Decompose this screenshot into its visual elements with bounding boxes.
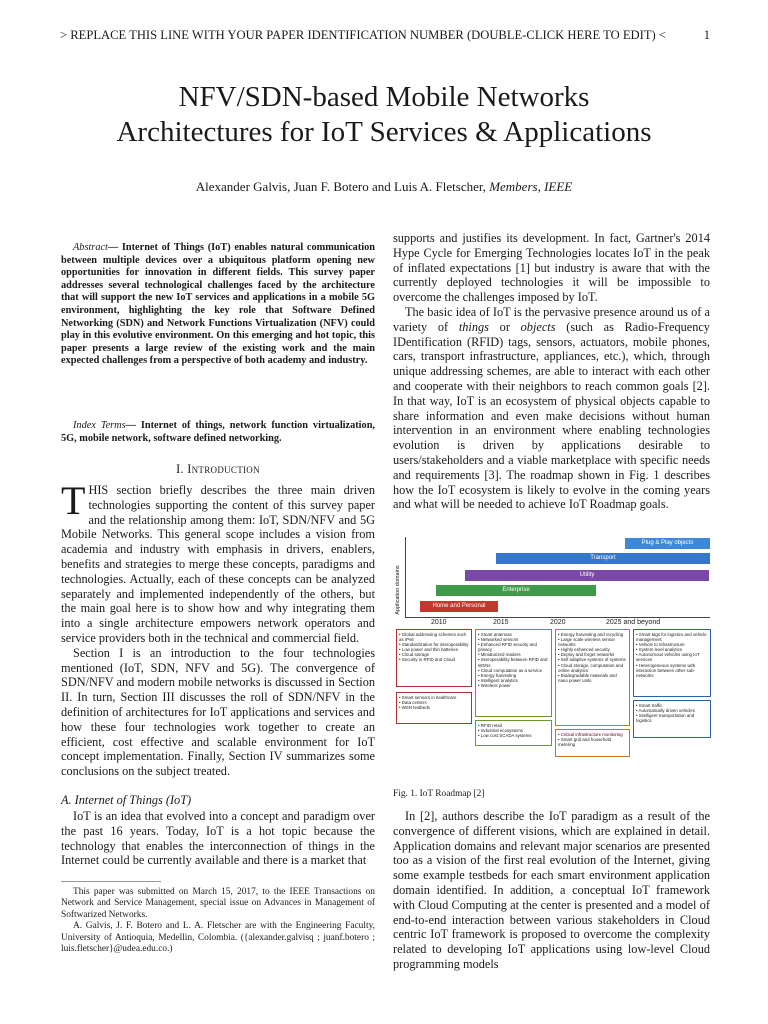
roadmap-item: • Energy harvesting [478, 673, 549, 678]
year-label-2025: 2025 and beyond [606, 619, 661, 626]
roadmap-item: • Enhanced RFID security and privacy [478, 642, 549, 652]
bar-plug-and-play: Plug & Play objects [625, 538, 710, 549]
roadmap-item: • Wireless power [478, 683, 549, 688]
roadmap-item: • Smart antennas [478, 632, 549, 637]
roadmap-item: • Intelligent transportation and logistics [636, 713, 708, 723]
roadmap-item: • RFID retail [478, 723, 549, 728]
title-line-2: Architectures for IoT Services & Applications [116, 116, 652, 148]
roadmap-box-2020-bottom [555, 729, 630, 757]
roadmap-box-2015-bottom [475, 720, 552, 746]
roadmap-item: • Cloud storage [399, 652, 469, 657]
roadmap-item: • Heterogeneous systems with interaction between other sub-networks [636, 663, 708, 678]
roadmap-item: • Industrial ecosystems [478, 728, 549, 733]
roadmap-item: • Interoperability between RFID and WSNs [478, 657, 549, 667]
roadmap-item: • Standardization for interoperability [399, 642, 469, 647]
intro-paragraph-1 [61, 478, 375, 646]
roadmap-item: • Autonomous vehicles using IoT services [636, 652, 708, 662]
right-paragraph-1: supports and justifies its development. In fact, Gartner's 2014 Hype Cycle for Emerging Technologies locates IoT in the peak of inflated expectations [1] but industry is aware that with the currently deployed technologies it will be impossible to overcome the challenges imposed by IoT. [393, 231, 710, 305]
roadmap-item: • Low cost SCADA systems [478, 733, 549, 738]
roadmap-item: • Biodegradable materials and nano power units [558, 673, 627, 683]
footnotes [61, 887, 375, 955]
abstract-label: Abstract [73, 242, 108, 253]
subsection-heading-iot: A. Internet of Things (IoT) [61, 793, 192, 807]
p2-part-a: The basic idea of IoT is the pervasive presence around us of a variety of [393, 304, 710, 334]
roadmap-box-2025-top [633, 629, 711, 697]
roadmap-box-2025-mid [633, 700, 711, 738]
p2-or: or [488, 319, 521, 334]
roadmap-item: • Deploy and forget networks [558, 652, 627, 657]
paper-title [60, 80, 708, 150]
figure-caption: Fig. 1. IoT Roadmap [2] [393, 789, 485, 799]
header-text: > REPLACE THIS LINE WITH YOUR PAPER IDENTIFICATION NUMBER (DOUBLE-CLICK HERE TO EDIT) < [60, 28, 666, 42]
footnote-affiliation: A. Galvis, J. F. Botero and L. A. Fletscher are with the Engineering Faculty, University of Antioquia, Medellin, Colombia. ({alexander.galvisq ; juanf.botero ; luis.fletscher}@udea.edu.co.) [61, 921, 375, 955]
bar-utility: Utility [465, 570, 709, 581]
introduction-body [61, 478, 375, 779]
roadmap-item: • Critical infrastructure monitoring [558, 732, 627, 737]
roadmap-item: • Vehicle to infrastructure [636, 642, 708, 647]
roadmap-item: • Global addressing schemes such as IPv6 [399, 632, 469, 642]
roadmap-item: • WSN testbeds [399, 705, 469, 710]
title-line-1: NFV/SDN-based Mobile Networks [178, 81, 590, 113]
roadmap-item: • Miniaturized readers [478, 652, 549, 657]
roadmap-item: • Cloud computation as a service [478, 668, 549, 673]
index-terms [61, 420, 375, 445]
intro-paragraph-2: Section I is an introduction to the four technologies mentioned (IoT, SDN, NFV and 5G). The convergence of SDN/NFV and modern mobile networks is discussed in Section II. In turn, Section III discusses the roll of SDN/NFV in the definition of architectures for IoT applications and services and how these four technologies work together to create an efficient, cost effective and scalable environment for IoT concept implementation. Finally, Section IV summarizes some conclusions on the subject treated. [61, 645, 375, 779]
bar-transport: Transport [496, 553, 710, 564]
roadmap-item: • Intelligent analytics [478, 678, 549, 683]
author-names: Alexander Galvis, Juan F. Botero and Luis A. Fletscher, [195, 179, 490, 194]
figure-y-axis [405, 537, 406, 617]
roadmap-item: • Cloud storage, computation and online analytics [558, 663, 627, 673]
figure-y-axis-label [393, 547, 403, 642]
abstract-text: — Internet of Things (IoT) enables natural communication between multiple devices over a ubiquitous platform opening new opportunities for innovation in different fields. This survey paper addresses several technological challenges faced by the architecture that will support the new IoT services and applications in a mobile 5G environment, highlighting the key role that Software Defined Networking (SDN) and Network Functions Virtualization (NFV) could play in this evolutive environment. On this emerging and hot topic, this paper presents a large review of the existing work and the main expected challenges from a perspective of both academy and industry. [61, 242, 375, 367]
author-line [60, 179, 708, 195]
index-terms-label: Index Terms [73, 420, 126, 431]
roadmap-item: • Smart traffic [636, 703, 708, 708]
right-paragraph-3: In [2], authors describe the IoT paradigm as a result of the convergence of different visions, which are explained in detail. Application domains and relevant major scenarios are presented too as a vision of the first real evolution of the Internet, giving some example testbeds for each smart environment application domain identified. In addition, a conceptual IoT framework with Cloud Computing at the center is presented and a model of end-to-end interaction between various stakeholders in Cloud centric IoT framework is proposed to overcome the complexity related to developing IoT applications using low-level Cloud programming models [393, 809, 710, 971]
roadmap-box-2015-top [475, 629, 552, 717]
roadmap-item: • Data centers [399, 700, 469, 705]
bar-enterprise: Enterprise [436, 585, 596, 596]
section-heading-introduction: I. Introduction [176, 462, 260, 476]
bar-home-and-personal: Home and Personal [420, 601, 498, 612]
p2-things: things [458, 319, 489, 334]
roadmap-item: • Low power and thin batteries [399, 647, 469, 652]
right-paragraph-2 [393, 305, 710, 512]
year-label-2020: 2020 [550, 619, 566, 626]
roadmap-item: • System level analytics [636, 647, 708, 652]
intro-paragraph-1-text: HIS section briefly describes the three main driven technologies supporting the content of this survey paper and the relationship among them: IoT, SDN/NFV and 5G Mobile Networks. This general scope includes a vision from academia and industry with emphasis in drivers, enablers, benefits and strategies to merge these concepts, paradigms and technologies. Actually, each of these concepts can be analyzed separately and implemented independently of the others, but the main goal here is to show how and why integrating them into a single architecture empowers network operators and service providers both in the technical and commercial field. [61, 483, 375, 645]
page-number: 1 [703, 28, 710, 42]
iot-paragraph-1: IoT is an idea that evolved into a concept and paradigm over the past 16 years. Today, IoT is a hot topic because the technology that enables the interconnection of things in the Internet could be currently available and there is a market that [61, 809, 375, 868]
roadmap-item: • Smart grid and household metering [558, 737, 627, 747]
roadmap-item: • Networked sensors [478, 637, 549, 642]
year-label-2015: 2015 [493, 619, 509, 626]
roadmap-item: • Large scale wireless sensor networks [558, 637, 627, 647]
roadmap-item: • Automatically driven vehicles [636, 708, 708, 713]
right-column-top [393, 231, 710, 512]
drop-cap: T [61, 478, 86, 523]
author-role: Members, IEEE [489, 179, 573, 194]
p2-objects: objects [520, 319, 556, 334]
roadmap-item: • Highly enhanced security [558, 647, 627, 652]
roadmap-box-2020-top [555, 629, 630, 726]
abstract [61, 242, 375, 368]
index-terms-text: — Internet of things, network function virtualization, 5G, mobile network, software defined networking. [61, 420, 375, 444]
roadmap-box-2010-top [396, 629, 472, 687]
footnote-submission: This paper was submitted on March 15, 2017, to the IEEE Transactions on Network and Service Management, special issue on Advances in Management of Softwarized Networks. [61, 887, 375, 920]
roadmap-box-2010-mid [396, 692, 472, 724]
figure-x-axis [405, 617, 710, 618]
roadmap-item: • Smart sensors in healthcare [399, 695, 469, 700]
iot-roadmap-figure [393, 533, 714, 781]
roadmap-item: • Self adaptive systems of systems [558, 657, 627, 662]
footnote-divider [61, 881, 161, 882]
roadmap-item: • Energy harvesting and recycling [558, 632, 627, 637]
p2-part-b: (such as Radio-Frequency IDentification (RFID) tags, sensors, actuators, mobile phones, cars, transport infrastructure, appliances, etc.), which, through unique addressing schemes, are able to interact with each other and cooperate with their neighbors to reach common goals [2]. In that way, IoT is an ecosystem of physical objects capable to share information and even make decisions without human intervention in an environment where enabling technologies evolution is driven by applications desirable to users/stakeholders and a viable marketplace with specific needs and requirements [3]. The roadmap shown in Fig. 1 describes how the IoT ecosystem is likely to evolve in the coming years and what will be needed to achieve IoT Roadmap goals. [393, 319, 710, 512]
roadmap-item: • Security in RFID and Cloud [399, 657, 469, 662]
year-label-2010: 2010 [431, 619, 447, 626]
page-header [60, 28, 710, 43]
roadmap-item: • Smart tags for logistics and vehicle management [636, 632, 708, 642]
y-axis-label-text: Application domains [395, 565, 401, 615]
